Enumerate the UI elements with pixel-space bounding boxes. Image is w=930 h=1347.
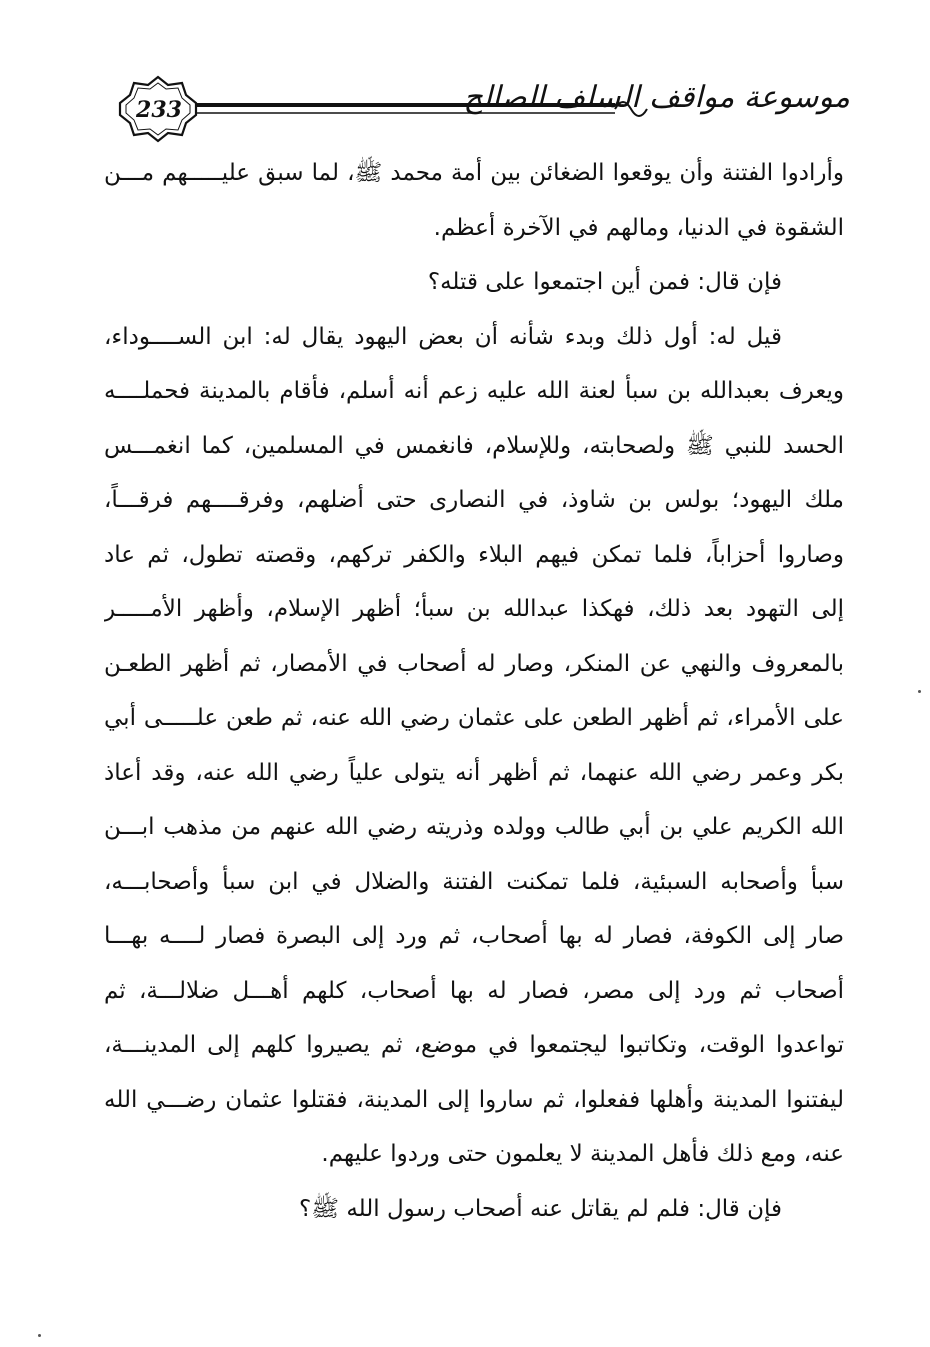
text-line: فإن قال: فمن أين اجتمعوا على قتله؟: [427, 269, 782, 295]
header-title: موسوعة مواقف السلف الصالح: [463, 80, 850, 115]
text-line: تواعدوا الوقت، وتكاتبوا ليجتمعوا في موضع، ثم يصيروا كلهم إلى المدينـــة،: [104, 1032, 844, 1058]
text-line: قيل له: أول ذلك وبدء شأنه أن بعض اليهود يقال له: ابن الســــوداء،: [104, 323, 782, 350]
text-line: الحسد للنبي ﷺ ولصحابته، وللإسلام، فانغمس في المسلمين، كما انغمـــس: [104, 432, 844, 459]
text-line: وأرادوا الفتنة وأن يوقعوا الضغائن بين أمة محمد ﷺ، لما سبق عليـــــهم مـــن: [104, 160, 844, 186]
page-header: [100, 68, 850, 148]
text-line: بكر وعمر رضي الله عنهما، ثم أظهر أنه يتولى علياً رضي الله عنه، وقد أعاذ: [104, 759, 844, 786]
text-line: وصاروا أحزاباً، فلما تمكن فيهم البلاء والكفر تركهم، وقصته تطول، ثم عاد: [104, 541, 844, 568]
text-line: الله الكريم علي بن أبي طالب وولده وذريته رضي الله عنهم من مذهب ابـــن: [104, 814, 844, 840]
scan-speck: [38, 1334, 41, 1337]
text-line: عنه، ومع ذلك فأهل المدينة لا يعلمون حتى وردوا عليهم.: [321, 1141, 844, 1167]
text-line: سبأ وأصحابه السبئية، فلما تمكنت الفتنة والضلال في ابن سبأ وأصحابـــه،: [104, 868, 844, 895]
text-line: الشقوة في الدنيا، ومالهم في الآخرة أعظم.: [433, 214, 844, 241]
text-line: ملك اليهود؛ بولس بن شاوذ، في النصارى حتى أضلهم، وفرقــــهم فرقـــاً،: [104, 487, 844, 513]
text-line: على الأمراء، ثم أظهر الطعن على عثمان رضي الله عنه، ثم طعن علـــــى أبي: [104, 705, 844, 731]
text-line: ويعرف بعبدالله بن سبأ لعنة الله عليه زعم أنه أسلم، فأقام بالمدينة فحملــــه: [104, 378, 844, 404]
text-line: إلى التهود بعد ذلك، فهكذا عبدالله بن سبأ؛ أظهر الإسلام، وأظهر الأمـــــر: [104, 596, 844, 622]
text-line: ليفتنوا المدينة وأهلها ففعلوا، ثم ساروا إلى المدينة، فقتلوا عثمان رضـــي الله: [104, 1086, 844, 1113]
page-number: 233: [136, 97, 182, 123]
body-text: [104, 146, 844, 1236]
text-line: صار إلى الكوفة، فصار له بها أصحاب، ثم ورد إلى البصرة فصار لــــه بهـــا: [104, 923, 844, 949]
text-line: فإن قال: فلم لم يقاتل عنه أصحاب رسول الله ﷺ؟: [299, 1195, 782, 1222]
scan-speck: [918, 690, 921, 693]
text-line: بالمعروف والنهي عن المنكر، وصار له أصحاب في الأمصار، ثم أظهر الطعـن: [104, 650, 844, 677]
text-line: أصحاب ثم ورد إلى مصر، فصار له بها أصحاب، كلهم أهـــل ضلالـــة، ثم: [104, 977, 844, 1004]
